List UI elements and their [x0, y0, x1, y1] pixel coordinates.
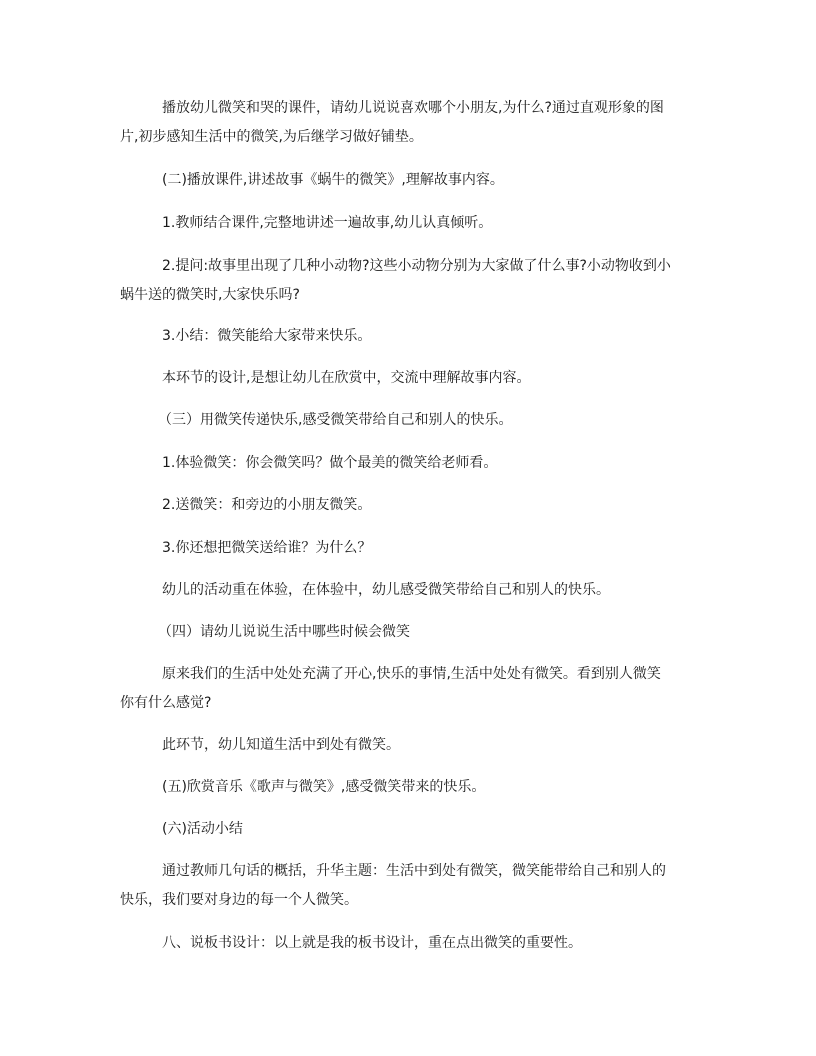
paragraph-line: 通过教师几句话的概括，升华主题：生活中到处有微笑，微笑能带给自己和别人的: [162, 863, 666, 879]
paragraph-line: 播放幼儿微笑和哭的课件，请幼儿说说喜欢哪个小朋友,为什么?通过直观形象的图: [162, 100, 664, 116]
paragraph-line: 1.体验微笑：你会微笑吗？做个最美的微笑给老师看。: [162, 455, 498, 471]
section-heading: （四）请幼儿说说生活中哪些时候会微笑: [158, 624, 410, 640]
section-heading: (六)活动小结: [162, 821, 243, 837]
paragraph-line: 蜗牛送的微笑时,大家快乐吗?: [120, 287, 300, 303]
section-heading: 八、说板书设计：以上就是我的板书设计，重在点出微笑的重要性。: [162, 935, 582, 951]
section-heading: （三）用微笑传递快乐,感受微笑带给自己和别人的快乐。: [158, 412, 513, 428]
section-heading: (二)播放课件,讲述故事《蜗牛的微笑》,理解故事内容。: [162, 172, 504, 188]
paragraph-line: 片,初步感知生活中的微笑,为后继学习做好铺垫。: [120, 129, 423, 145]
paragraph-line: 2.送微笑：和旁边的小朋友微笑。: [162, 497, 372, 513]
paragraph-line: 1.教师结合课件,完整地讲述一遍故事,幼儿认真倾听。: [162, 215, 493, 231]
section-heading: (五)欣赏音乐《歌声与微笑》,感受微笑带来的快乐。: [162, 779, 486, 795]
paragraph-line: 此环节，幼儿知道生活中到处有微笑。: [162, 737, 400, 753]
paragraph-line: 幼儿的活动重在体验，在体验中，幼儿感受微笑带给自己和别人的快乐。: [162, 582, 610, 598]
paragraph-line: 快乐，我们要对身边的每一个人微笑。: [120, 892, 358, 908]
paragraph-line: 2.提问:故事里出现了几种小动物?这些小动物分别为大家做了什么事?小动物收到小: [162, 258, 671, 274]
paragraph-line: 3.小结：微笑能给大家带来快乐。: [162, 328, 372, 344]
paragraph-line: 本环节的设计,是想让幼儿在欣赏中，交流中理解故事内容。: [162, 370, 531, 386]
paragraph-line: 原来我们的生活中处处充满了开心,快乐的事情,生活中处处有微笑。看到别人微笑: [162, 666, 661, 682]
paragraph-line: 3.你还想把微笑送给谁？为什么？: [162, 540, 372, 556]
paragraph-line: 你有什么感觉?: [120, 695, 212, 711]
